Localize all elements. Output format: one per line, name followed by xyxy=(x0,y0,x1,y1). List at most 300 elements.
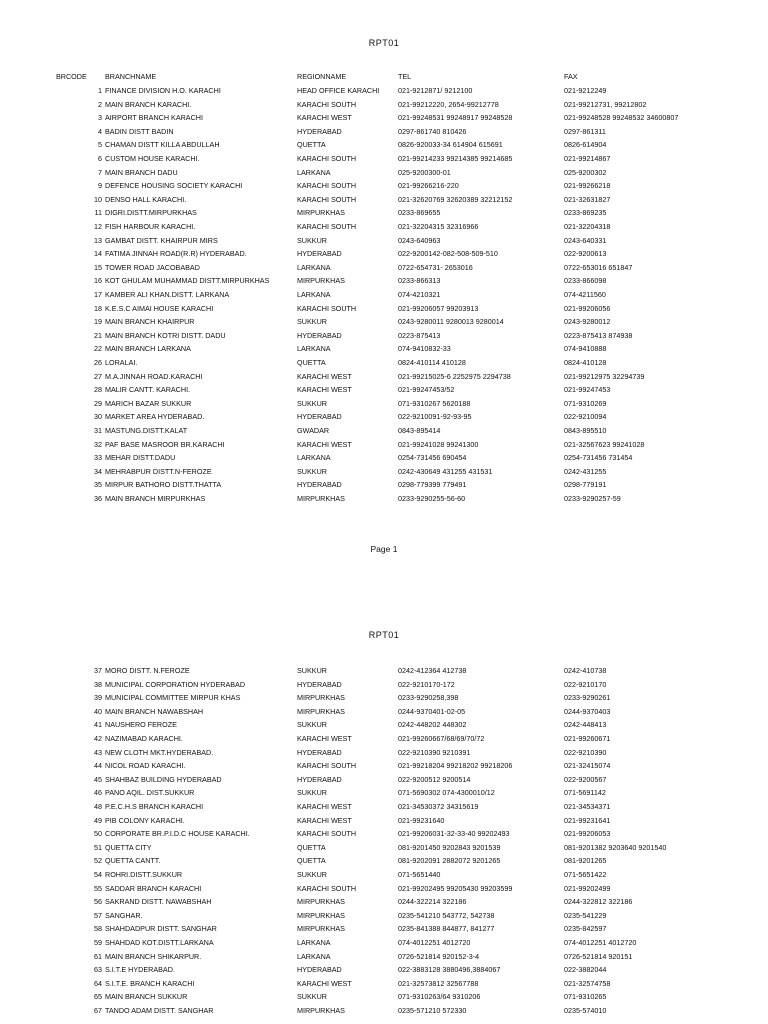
branch-name: MARKET AREA HYDERABAD. xyxy=(105,412,205,422)
fax-number: 081-9201382 9203640 9201540 xyxy=(564,842,667,852)
table-row xyxy=(0,288,768,302)
branch-name: FISH HARBOUR KARACHI. xyxy=(105,222,196,231)
fax-number: 0235-842597 xyxy=(564,924,607,934)
fax-number: 021-99231641 xyxy=(564,815,611,825)
fax-number: 021-99206056 xyxy=(564,303,611,313)
branch-name: MALIR CANTT. KARACHI. xyxy=(105,385,191,395)
tel-number: 021-99248531 99248917 99248528 xyxy=(398,113,513,123)
fax-number: 021-99266218 xyxy=(564,181,611,191)
branch-name: S.I.T.E. BRANCH KARACHI xyxy=(105,978,195,988)
table-row xyxy=(0,152,768,166)
branch-code: 63 xyxy=(94,965,102,975)
branch-code: 44 xyxy=(94,761,102,771)
fax-number: 0244-9370403 xyxy=(564,706,611,716)
region-name: HYDERABAD xyxy=(297,774,342,784)
tel-number: 0244-322214 322186 xyxy=(398,897,467,907)
table-row xyxy=(0,814,768,828)
column-header-region: REGIONNAME xyxy=(297,72,347,81)
branch-name: ROHRI.DISTT.SUKKUR xyxy=(105,870,183,879)
branch-name: MEHAR DISTT.DADU xyxy=(105,453,176,463)
table-row xyxy=(0,922,768,936)
tel-number: 0298-779399 779491 xyxy=(398,480,467,490)
branch-name: MORO DISTT. N.FEROZE xyxy=(105,666,190,675)
table-row xyxy=(0,1004,768,1018)
branch-name: CUSTOM HOUSE KARACHI. xyxy=(105,154,200,163)
branch-name: SHAHBAZ BUILDING HYDERABAD xyxy=(105,774,222,784)
branch-name: MIRPUR BATHORO DISTT.THATTA xyxy=(105,480,222,490)
table-row xyxy=(0,410,768,424)
branch-code: 4 xyxy=(98,126,102,136)
tel-number: 021-32620769 32620389 32212152 xyxy=(398,194,513,204)
fax-number: 0843-895510 xyxy=(564,426,607,435)
fax-number: 021-99212731, 99212802 xyxy=(564,99,647,109)
table-row xyxy=(0,247,768,261)
table-row xyxy=(0,746,768,760)
table-row xyxy=(0,383,768,397)
table-row xyxy=(0,963,768,977)
branch-code: 31 xyxy=(94,426,102,435)
fax-number: 071-9310265 xyxy=(564,992,607,1002)
fax-number: 081-9201265 xyxy=(564,856,607,866)
branch-code: 41 xyxy=(94,720,102,730)
table-row xyxy=(0,936,768,950)
table-row xyxy=(0,841,768,855)
region-name: KARACHI WEST xyxy=(297,385,352,395)
fax-number: 0826-614904 xyxy=(564,140,607,150)
column-header-tel: TEL xyxy=(398,72,412,81)
region-name: HYDERABAD xyxy=(297,480,342,490)
tel-number: 071-9310267 5620188 xyxy=(398,398,471,408)
region-name: KARACHI WEST xyxy=(297,113,352,123)
region-name: LARKANA xyxy=(297,938,331,947)
tel-number: 081-9201450 9202843 9201539 xyxy=(398,842,501,852)
region-name: MIRPURKHAS xyxy=(297,897,345,907)
fax-number: 021-99260671 xyxy=(564,734,611,743)
branch-code: 37 xyxy=(94,666,102,675)
branch-code: 32 xyxy=(94,439,102,449)
fax-number: 071-9310269 xyxy=(564,398,607,408)
region-name: MIRPURKHAS xyxy=(297,706,345,716)
branch-name: MAIN BRANCH KHAIRPUR xyxy=(105,317,195,327)
tel-number: 0843-895414 xyxy=(398,426,441,435)
tel-number: 021-99231640 xyxy=(398,815,445,825)
branch-name: MARICH BAZAR SUKKUR xyxy=(105,398,192,408)
table-row xyxy=(0,786,768,800)
branch-code: 17 xyxy=(94,290,102,299)
branch-name: SHAHDAD KOT.DISTT.LARKANA xyxy=(105,938,214,947)
tel-number: 022-9210390 9210391 xyxy=(398,747,471,757)
region-name: QUETTA xyxy=(297,842,326,852)
region-name: KARACHI SOUTH xyxy=(297,154,357,163)
fax-number: 0233-866098 xyxy=(564,276,607,286)
table-row xyxy=(0,370,768,384)
table-row xyxy=(0,691,768,705)
fax-number: 0254-731456 731454 xyxy=(564,453,633,463)
tel-number: 0726-521814 920152-3-4 xyxy=(398,951,480,961)
region-name: MIRPURKHAS xyxy=(297,693,345,703)
table-row xyxy=(0,138,768,152)
branch-code: 40 xyxy=(94,706,102,716)
region-name: QUETTA xyxy=(297,856,326,866)
region-name: KARACHI WEST xyxy=(297,802,352,811)
fax-number: 021-99206053 xyxy=(564,829,611,839)
tel-number: 0233-9290258,398 xyxy=(398,693,459,703)
region-name: HYDERABAD xyxy=(297,747,342,757)
branch-name: K.E.S.C AIMAI HOUSE KARACHI xyxy=(105,303,214,313)
region-name: MIRPURKHAS xyxy=(297,1006,345,1015)
table-row xyxy=(0,220,768,234)
branch-name: NAUSHERO FEROZE xyxy=(105,720,177,730)
table-row xyxy=(0,274,768,288)
region-name: SUKKUR xyxy=(297,720,327,730)
fax-number: 022-3882044 xyxy=(564,965,607,975)
region-name: SUKKUR xyxy=(297,870,327,879)
branch-code: 34 xyxy=(94,466,102,476)
region-name: KARACHI SOUTH xyxy=(297,303,357,313)
branch-code: 38 xyxy=(94,679,102,689)
region-name: LARKANA xyxy=(297,167,331,177)
tel-number: 0244-9370401-02-05 xyxy=(398,706,466,716)
table-row xyxy=(0,854,768,868)
branch-name: AIRPORT BRANCH KARACHI xyxy=(105,113,203,123)
table-row xyxy=(0,84,768,98)
tel-number: 021-32573812 32567788 xyxy=(398,978,479,988)
tel-number: 0233-866313 xyxy=(398,276,441,286)
table-row xyxy=(0,438,768,452)
region-name: KARACHI SOUTH xyxy=(297,761,357,771)
region-name: KARACHI WEST xyxy=(297,815,352,825)
branch-code: 12 xyxy=(94,222,102,231)
branch-name: PAF BASE MASROOR BR.KARACHI xyxy=(105,439,225,449)
region-name: MIRPURKHAS xyxy=(297,910,345,920)
fax-number: 071-5651422 xyxy=(564,870,607,879)
region-name: KARACHI WEST xyxy=(297,978,352,988)
table-row xyxy=(0,397,768,411)
region-name: KARACHI SOUTH xyxy=(297,829,357,839)
region-name: MIRPURKHAS xyxy=(297,924,345,934)
branch-name: TOWER ROAD JACOBABAD xyxy=(105,262,200,272)
tel-number: 0235-841388 844877, 841277 xyxy=(398,924,495,934)
tel-number: 0235-571210 572330 xyxy=(398,1006,467,1015)
branch-code: 65 xyxy=(94,992,102,1002)
region-name: MIRPURKHAS xyxy=(297,208,345,218)
fax-number: 0233-9290261 xyxy=(564,693,611,703)
table-row xyxy=(0,261,768,275)
fax-number: 074-9410888 xyxy=(564,344,607,354)
branch-name: MASTUNG.DISTT.KALAT xyxy=(105,426,188,435)
branch-code: 28 xyxy=(94,385,102,395)
table-row xyxy=(0,342,768,356)
fax-number: 0242-448413 xyxy=(564,720,607,730)
branch-name: SANGHAR. xyxy=(105,910,143,920)
branch-name: PANO AQIL. DIST.SUKKUR xyxy=(105,788,195,798)
region-name: HYDERABAD xyxy=(297,679,342,689)
column-header-row xyxy=(0,70,768,84)
tel-number: 0233-869655 xyxy=(398,208,441,218)
branch-name: DENSO HALL KARACHI. xyxy=(105,194,187,204)
branch-name: QUETTA CANTT. xyxy=(105,856,161,866)
fax-number: 0223-875413 874938 xyxy=(564,330,633,340)
table-row xyxy=(0,206,768,220)
fax-number: 022-9200613 xyxy=(564,249,607,259)
table-row xyxy=(0,977,768,991)
fax-number: 0726-521814 920151 xyxy=(564,951,633,961)
fax-number: 021-32204318 xyxy=(564,222,611,231)
tel-number: 0242-448202 448302 xyxy=(398,720,467,730)
tel-number: 071-5651440 xyxy=(398,870,441,879)
region-name: KARACHI SOUTH xyxy=(297,181,357,191)
region-name: LARKANA xyxy=(297,951,331,961)
tel-number: 025-9200300-01 xyxy=(398,167,451,177)
branch-code: 5 xyxy=(98,140,102,150)
table-row xyxy=(0,125,768,139)
tel-number: 021-99215025-6 2252975 2294738 xyxy=(398,371,511,381)
branch-name: DIGRI.DISTT.MIRPURKHAS xyxy=(105,208,197,218)
branch-code: 13 xyxy=(94,235,102,245)
fax-number: 021-9212249 xyxy=(564,86,607,95)
tel-number: 021-99266216-220 xyxy=(398,181,459,191)
tel-number: 021-99206057 99203913 xyxy=(398,303,479,313)
column-header-name: BRANCHNAME xyxy=(105,72,157,81)
region-name: SUKKUR xyxy=(297,235,327,245)
region-name: LARKANA xyxy=(297,344,331,354)
tel-number: 021-34530372 34315619 xyxy=(398,802,479,811)
branch-code: 36 xyxy=(94,494,102,503)
tel-number: 022-9210091-92-93-95 xyxy=(398,412,472,422)
branch-name: S.I.T.E HYDERABAD. xyxy=(105,965,175,975)
tel-number: 074-4210321 xyxy=(398,290,441,299)
branch-name: FATIMA JINNAH ROAD(R.R) HYDERABAD. xyxy=(105,249,247,259)
branch-code: 29 xyxy=(94,398,102,408)
branch-name: SAKRAND DISTT. NAWABSHAH xyxy=(105,897,212,907)
branch-name: MUNICIPAL CORPORATION HYDERABAD xyxy=(105,679,246,689)
table-row xyxy=(0,664,768,678)
branch-code: 3 xyxy=(98,113,102,123)
region-name: KARACHI SOUTH xyxy=(297,222,357,231)
branch-name: P.E.C.H.S BRANCH KARACHI xyxy=(105,802,204,811)
tel-number: 0243-9280011 9280013 9280014 xyxy=(398,317,504,327)
branch-name: SHAHDADPUR DISTT. SANGHAR xyxy=(105,924,217,934)
fax-number: 022-9210390 xyxy=(564,747,607,757)
branch-name: DEFENCE HOUSING SOCIETY KARACHI xyxy=(105,181,243,191)
fax-number: 074-4211560 xyxy=(564,290,606,299)
tel-number: 022-9200142-082-508-509-510 xyxy=(398,249,498,259)
tel-number: 021-99206031-32-33-40 99202493 xyxy=(398,829,510,839)
fax-number: 0242-431255 xyxy=(564,466,607,476)
branch-code: 9 xyxy=(98,181,102,191)
branch-code: 39 xyxy=(94,693,102,703)
region-name: LARKANA xyxy=(297,262,331,272)
table-row xyxy=(0,451,768,465)
fax-number: 0235-574010 xyxy=(564,1006,607,1015)
branch-name: GAMBAT DISTT. KHAIRPUR MIRS xyxy=(105,235,218,245)
region-name: SUKKUR xyxy=(297,992,327,1002)
branch-name: CORPORATE BR.P.I.D.C HOUSE KARACHI. xyxy=(105,829,250,839)
region-name: MIRPURKHAS xyxy=(297,276,345,286)
branch-code: 52 xyxy=(94,856,102,866)
branch-name: QUETTA CITY xyxy=(105,842,152,852)
branch-name: MEHRABPUR DISTT.N-FEROZE xyxy=(105,466,212,476)
tel-number: 081-9202091 2882072 9201265 xyxy=(398,856,501,866)
fax-number: 0243-9280012 xyxy=(564,317,611,327)
branch-code: 30 xyxy=(94,412,102,422)
table-row xyxy=(0,732,768,746)
region-name: GWADAR xyxy=(297,426,330,435)
branch-code: 57 xyxy=(94,910,102,920)
branch-code: 43 xyxy=(94,747,102,757)
branch-code: 67 xyxy=(94,1006,102,1015)
table-row xyxy=(0,990,768,1004)
tel-number: 0254-731456 690454 xyxy=(398,453,467,463)
branch-name: BADIN DISTT BADIN xyxy=(105,126,174,136)
branch-name: CHAMAN DISTT KILLA ABDULLAH xyxy=(105,140,220,150)
branch-name: MUNICIPAL COMMITTEE MIRPUR KHAS xyxy=(105,693,241,703)
tel-number: 021-99241028 99241300 xyxy=(398,439,479,449)
branch-code: 15 xyxy=(94,262,102,272)
tel-number: 021-32204315 32316966 xyxy=(398,222,479,231)
branch-code: 55 xyxy=(94,883,102,893)
branch-code: 11 xyxy=(94,208,102,218)
branch-name: FINANCE DIVISION H.O. KARACHI xyxy=(105,86,221,95)
branch-name: MAIN BRANCH MIRPURKHAS xyxy=(105,494,206,503)
tel-number: 071-5690302 074-4300010/12 xyxy=(398,788,495,798)
table-row xyxy=(0,98,768,112)
tel-number: 0297-861740 810426 xyxy=(398,126,467,136)
table-row xyxy=(0,800,768,814)
region-name: SUKKUR xyxy=(297,398,327,408)
fax-number: 0233-9290257-59 xyxy=(564,494,621,503)
branch-name: NAZIMABAD KARACHI. xyxy=(105,734,183,743)
page-number: Page 1 xyxy=(370,544,398,554)
tel-number: 022-9200512 9200514 xyxy=(398,774,471,784)
branch-code: 10 xyxy=(94,194,102,204)
fax-number: 0233-869235 xyxy=(564,208,607,218)
branch-code: 48 xyxy=(94,802,102,811)
branch-name: MAIN BRANCH LARKANA xyxy=(105,344,191,354)
tel-number: 0233-9290255-56-60 xyxy=(398,494,466,503)
branch-code: 14 xyxy=(94,249,102,259)
branch-code: 19 xyxy=(94,317,102,327)
table-row xyxy=(0,718,768,732)
tel-number: 021-9212871/ 9212100 xyxy=(398,86,473,95)
fax-number: 021-32415074 xyxy=(564,761,611,771)
table-row xyxy=(0,166,768,180)
tel-number: 022-3883128 3880496,3884067 xyxy=(398,965,501,975)
branch-name: MAIN BRANCH SUKKUR xyxy=(105,992,188,1002)
column-header-code: BRCODE xyxy=(56,72,87,81)
region-name: QUETTA xyxy=(297,140,326,150)
branch-name: M.A.JINNAH ROAD.KARACHI xyxy=(105,371,203,381)
branch-name: SADDAR BRANCH KARACHI xyxy=(105,883,202,893)
fax-number: 021-32574758 xyxy=(564,978,611,988)
tel-number: 0223-875413 xyxy=(398,330,441,340)
table-row xyxy=(0,302,768,316)
branch-code: 45 xyxy=(94,774,102,784)
table-row xyxy=(0,773,768,787)
fax-number: 021-99248528 99248532 34600807 xyxy=(564,113,679,123)
tel-number: 0242-430649 431255 431531 xyxy=(398,466,493,476)
table-row xyxy=(0,950,768,964)
fax-number: 021-32567623 99241028 xyxy=(564,439,645,449)
region-name: HYDERABAD xyxy=(297,126,342,136)
branch-name: KAMBER ALI KHAN.DISTT. LARKANA xyxy=(105,290,230,299)
branch-code: 51 xyxy=(94,842,102,852)
branch-name: TANDO ADAM DISTT. SANGHAR xyxy=(105,1006,214,1015)
tel-number: 021-99212220, 2654-99212778 xyxy=(398,99,499,109)
table-row xyxy=(0,868,768,882)
branch-code: 59 xyxy=(94,938,102,947)
branch-name: NEW CLOTH MKT.HYDERABAD. xyxy=(105,747,214,757)
branch-code: 46 xyxy=(94,788,102,798)
region-name: KARACHI SOUTH xyxy=(297,99,357,109)
branch-code: 42 xyxy=(94,734,102,743)
fax-number: 022-9200567 xyxy=(564,774,607,784)
fax-number: 0824-410128 xyxy=(564,358,607,367)
table-row xyxy=(0,179,768,193)
branch-name: KOT GHULAM MUHAMMAD DISTT.MIRPURKHAS xyxy=(105,276,270,286)
region-name: HEAD OFFICE KARACHI xyxy=(297,86,380,95)
table-row xyxy=(0,678,768,692)
fax-number: 021-32631827 xyxy=(564,194,611,204)
fax-number: 0243-640331 xyxy=(564,235,607,245)
region-name: LARKANA xyxy=(297,290,331,299)
table-row xyxy=(0,329,768,343)
table-row xyxy=(0,465,768,479)
branch-code: 35 xyxy=(94,480,102,490)
region-name: HYDERABAD xyxy=(297,412,342,422)
fax-number: 0722-653016 651847 xyxy=(564,262,633,272)
tel-number: 074-4012251 4012720 xyxy=(398,938,471,947)
table-row xyxy=(0,705,768,719)
region-name: LARKANA xyxy=(297,453,331,463)
branch-code: 58 xyxy=(94,924,102,934)
branch-name: MAIN BRANCH KARACHI. xyxy=(105,99,192,109)
fax-number: 022-9210170 xyxy=(564,679,607,689)
report-title: RPT01 xyxy=(368,38,400,48)
fax-number: 025-9200302 xyxy=(564,167,607,177)
tel-number: 021-99214233 99214385 99214685 xyxy=(398,154,513,163)
tel-number: 0722-654731- 2653016 xyxy=(398,262,473,272)
branch-code: 1 xyxy=(98,86,102,95)
fax-number: 0244-322812 322186 xyxy=(564,897,633,907)
region-name: HYDERABAD xyxy=(297,249,342,259)
fax-number: 021-34534371 xyxy=(564,802,611,811)
branch-code: 54 xyxy=(94,870,102,879)
branch-name: MAIN BRANCH KOTRI DISTT. DADU xyxy=(105,330,226,340)
branch-code: 27 xyxy=(94,371,102,381)
region-name: SUKKUR xyxy=(297,788,327,798)
branch-code: 56 xyxy=(94,897,102,907)
fax-number: 0298-779191 xyxy=(564,480,607,490)
branch-code: 61 xyxy=(94,951,102,961)
table-row xyxy=(0,882,768,896)
table-row xyxy=(0,356,768,370)
fax-number: 0242-410738 xyxy=(564,666,607,675)
branch-name: MAIN BRANCH SHIKARPUR. xyxy=(105,951,202,961)
branch-code: 22 xyxy=(94,344,102,354)
region-name: SUKKUR xyxy=(297,666,327,675)
region-name: MIRPURKHAS xyxy=(297,494,345,503)
report-title: RPT01 xyxy=(368,630,400,640)
tel-number: 0242-412364 412738 xyxy=(398,666,467,675)
tel-number: 022-9210170-172 xyxy=(398,679,455,689)
branch-code: 50 xyxy=(94,829,102,839)
region-name: KARACHI WEST xyxy=(297,734,352,743)
branch-code: 33 xyxy=(94,453,102,463)
tel-number: 021-99260667/68/69/70/72 xyxy=(398,734,485,743)
tel-number: 0235-541210 543772, 542738 xyxy=(398,910,495,920)
table-row xyxy=(0,492,768,506)
